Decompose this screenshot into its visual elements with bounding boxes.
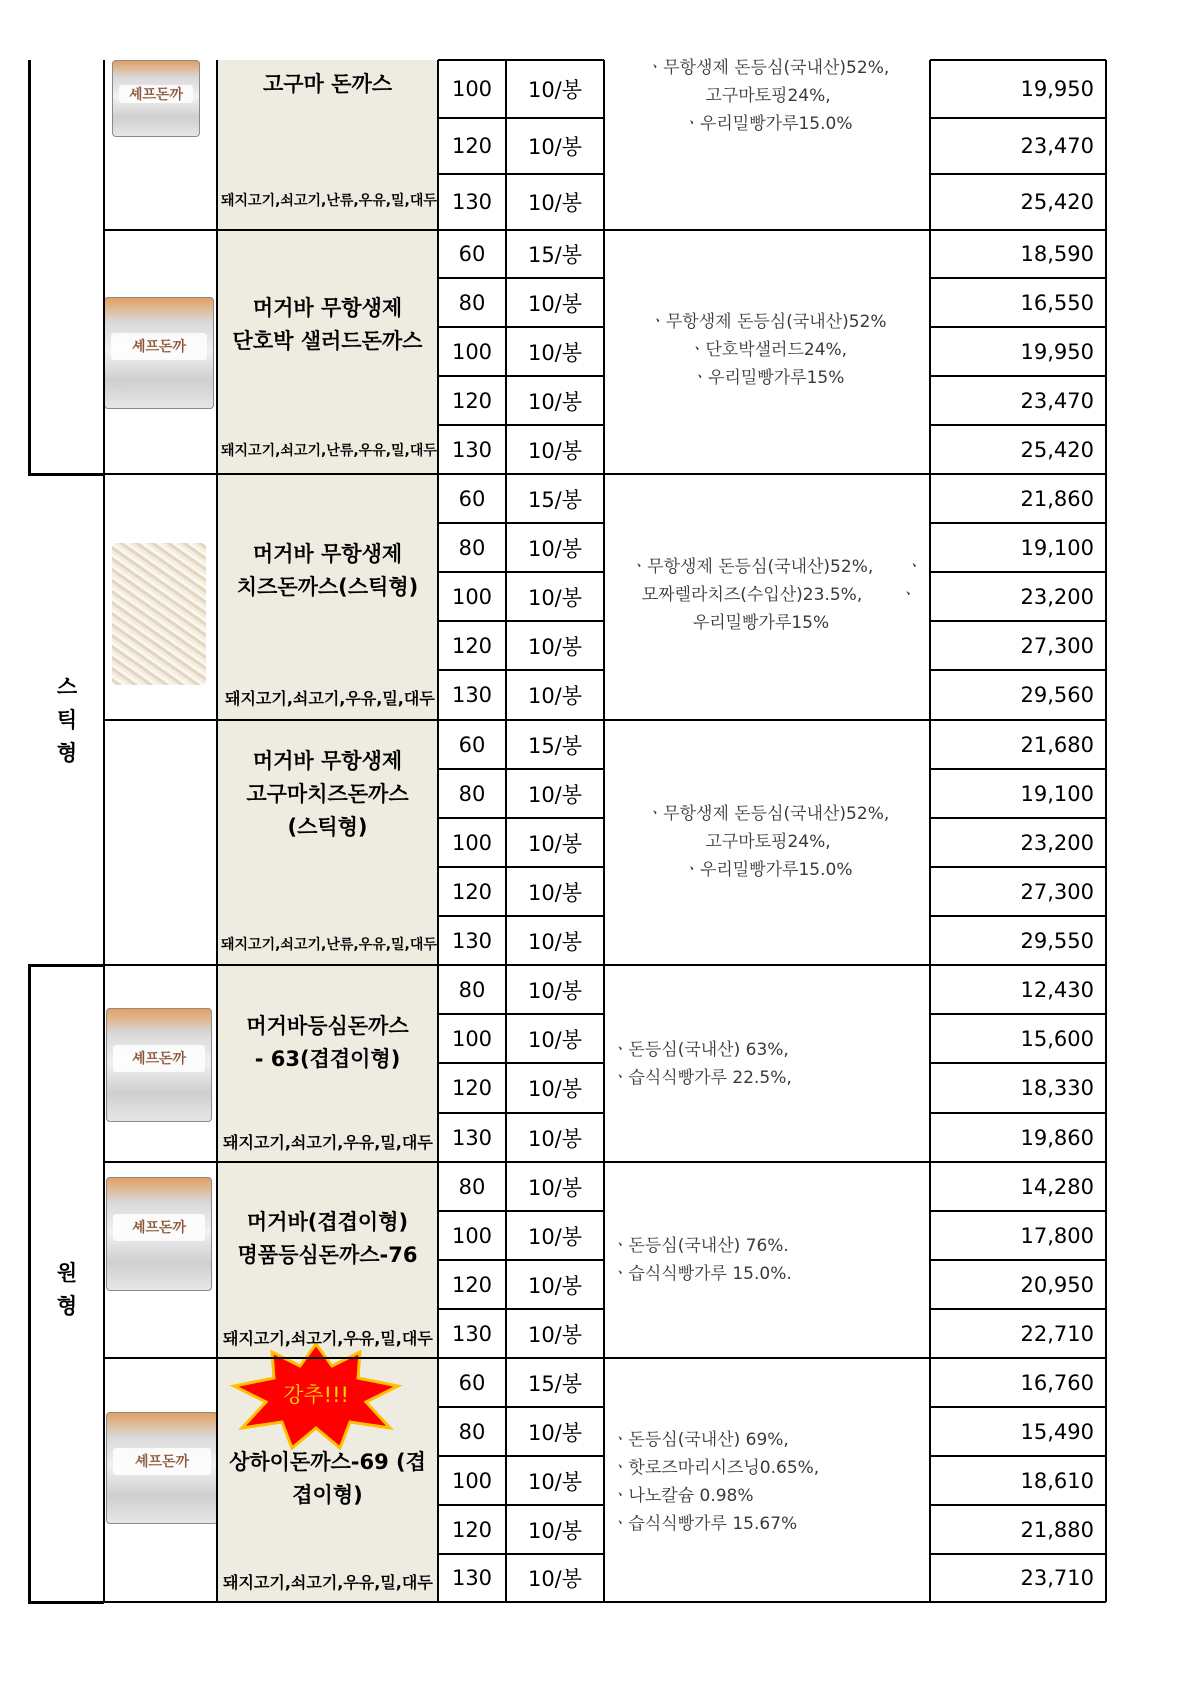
ingredient-line: 고구마토핑24%, [705,832,831,852]
ingredient-line: ㆍ우리밀빵가루15% [691,368,845,388]
price-cell: 27,300 [1020,879,1094,904]
category-char: 원 [56,1261,78,1285]
grid-hline [438,473,604,475]
grid-hline [28,964,104,967]
grid-hline [930,669,1106,671]
pack-cell: 10/봉 [527,1469,583,1494]
grid-hline [438,1210,604,1212]
pack-cell: 10/봉 [527,1027,583,1052]
category-char: 형 [56,1294,78,1318]
ingredient-line: 고구마토핑24%, [705,86,831,106]
pack-cell: 10/봉 [527,291,583,316]
ingredient-line: ㆍ습식식빵가루 15.0%. [612,1264,792,1284]
pack-cell: 15/봉 [527,243,583,267]
grid-hline [930,768,1106,770]
price-cell: 19,950 [1020,339,1094,364]
weight-cell: 60 [458,242,486,266]
ingredients [606,800,930,884]
grid-hline [930,1308,1106,1310]
grid-hline [930,1504,1106,1506]
grid-hline [930,620,1106,622]
pack-cell: 10/봉 [527,1077,583,1101]
product-name [217,742,438,846]
pack-cell: 10/봉 [527,831,583,856]
grid-hline [930,173,1106,175]
weight-cell: 120 [451,633,493,658]
product-name-line: 단호박 샐러드돈까스 [232,329,423,353]
grid-hline [438,424,604,426]
pack-cell: 10/봉 [527,340,583,365]
category-char: 형 [56,740,78,765]
weight-cell: 100 [451,1026,493,1051]
weight-cell: 80 [458,1174,486,1199]
weight-cell: 100 [451,584,493,609]
pack-cell: 15/봉 [527,1371,583,1396]
pack-cell: 15/봉 [527,733,583,758]
grid-hline [930,964,1106,966]
package-logo: 셰프돈까 [111,333,207,359]
pack-cell: 10/봉 [527,1420,583,1445]
weight-cell: 130 [451,928,493,953]
grid-hline [930,866,1106,868]
product-image [112,60,200,137]
weight-cell: 80 [458,781,486,806]
allergen-text: 돼지고기,쇠고기,우유,밀,대두 [225,689,435,708]
product-name-line: 머거바 무항생제 [252,542,403,566]
price-cell: 21,860 [1020,486,1094,511]
grid-hline [438,173,604,175]
grid-hline [930,326,1106,328]
grid-hline [438,1161,604,1163]
grid-hline [930,59,1106,61]
grid-vline [1105,60,1107,1602]
grid-hline [930,1357,1106,1359]
ingredient-mark: ㆍ [906,557,923,577]
grid-hline [438,719,604,721]
grid-hline [438,1504,604,1506]
grid-hline [930,1553,1106,1555]
price-cell: 12,430 [1020,977,1094,1002]
allergen-text: 돼지고기,쇠고기,난류,우유,밀,대두 [221,193,437,209]
grid-hline [438,571,604,573]
product-name [217,64,438,104]
pack-cell: 10/봉 [527,585,583,610]
price-cell: 25,420 [1020,190,1094,214]
grid-hline [438,1259,604,1261]
product-image [106,1412,218,1524]
product-name [217,1444,438,1514]
allergen-text: 돼지고기,쇠고기,우유,밀,대두 [223,1133,433,1152]
allergen-text: 돼지고기,쇠고기,난류,우유,밀,대두 [221,937,437,953]
grid-vline [603,60,605,1602]
recommend-badge-label: 강추!!! [283,1383,349,1407]
ingredient-line: ㆍ돈등심(국내산) 63%, [612,1040,789,1060]
ingredient-line: ㆍ무항생제 돈등심(국내산)52% [649,312,887,332]
price-cell: 19,100 [1020,781,1094,806]
grid-hline [438,1308,604,1310]
grid-hline [930,1259,1106,1261]
ingredient-mark: ㆍ [900,585,917,605]
grid-hline [438,522,604,524]
grid-hline [930,817,1106,819]
weight-cell: 80 [458,290,486,315]
grid-hline [930,915,1106,917]
product-name-line: 명품등심돈까스-76 [237,1243,418,1267]
grid-hline [438,117,604,119]
ingredient-line: ㆍ무항생제 돈등심(국내산)52%, [646,804,890,824]
price-cell: 23,470 [1020,388,1094,413]
weight-cell: 120 [451,1076,493,1100]
ingredients [612,1426,922,1538]
ingredient-line: ㆍ단호박샐러드24%, [688,340,848,360]
grid-hline [438,1013,604,1015]
price-cell: 22,710 [1020,1321,1094,1346]
pack-cell: 10/봉 [527,1518,583,1543]
pack-cell: 10/봉 [527,1175,583,1200]
pack-cell: 10/봉 [527,135,583,159]
product-name-line: 겹이형) [292,1483,363,1507]
ingredient-line: 우리밀빵가루15% [692,613,830,633]
price-cell: 23,200 [1020,830,1094,855]
price-cell: 25,420 [1020,437,1094,462]
pack-cell: 10/봉 [527,782,583,807]
grid-hline [930,1062,1106,1064]
grid-hline [930,1455,1106,1457]
weight-cell: 100 [451,77,493,101]
grid-hline [930,571,1106,573]
grid-vline [28,60,31,474]
price-cell: 16,550 [1020,290,1094,315]
ingredient-line: ㆍ돈등심(국내산) 69%, [612,1430,789,1450]
category-label-round [30,1250,104,1330]
weight-cell: 130 [451,190,493,214]
product-name-line: 고구마 돈까스 [262,71,393,96]
grid-hline [28,473,104,476]
allergen-text: 돼지고기,쇠고기,우유,밀,대두 [223,1329,433,1348]
grid-hline [438,277,604,279]
category-char: 스 [56,674,78,699]
product-image [106,1008,212,1122]
pack-cell: 10/봉 [527,1322,583,1347]
price-cell: 23,470 [1020,134,1094,158]
category-char: 틱 [56,707,78,732]
price-cell: 18,330 [1020,1076,1094,1100]
ingredients [612,1036,922,1092]
grid-hline [438,669,604,671]
ingredient-line: ㆍ무항생제 돈등심(국내산)52%, [630,557,874,577]
grid-hline [438,1062,604,1064]
grid-hline [930,1210,1106,1212]
grid-hline [438,817,604,819]
ingredient-line: ㆍ우리밀빵가루15.0% [683,860,853,880]
product-name-line: - 63(겹겹이형) [254,1047,401,1071]
weight-cell: 130 [451,1566,493,1590]
price-cell: 29,550 [1020,928,1094,953]
ingredient-line: ㆍ우리밀빵가루15.0% [683,114,853,134]
allergen-text: 돼지고기,쇠고기,우유,밀,대두 [223,1573,433,1592]
pack-cell: 10/봉 [527,684,583,708]
grid-hline [930,1406,1106,1408]
weight-cell: 120 [451,1517,493,1542]
ingredient-line: ㆍ무항생제 돈등심(국내산)52%, [646,58,890,78]
weight-cell: 100 [451,1468,493,1493]
price-cell: 15,600 [1020,1026,1094,1051]
package-logo: 셰프돈까 [113,1045,205,1072]
weight-cell: 80 [458,1419,486,1444]
weight-cell: 100 [451,830,493,855]
grid-hline [930,229,1106,231]
pack-cell: 10/봉 [527,438,583,463]
grid-hline [438,964,604,966]
grid-hline [930,117,1106,119]
weight-cell: 130 [451,437,493,462]
grid-hline [438,1406,604,1408]
product-name [217,1204,438,1274]
ingredient-line: ㆍ핫로즈마리시즈닝0.65%, [612,1458,820,1478]
grid-hline [930,375,1106,377]
price-cell: 27,300 [1020,633,1094,658]
package-logo: 셰프돈까 [119,85,193,103]
product-name-line: 상하이돈까스-69 (겹 [229,1450,426,1474]
ingredient-line: ㆍ돈등심(국내산) 76%. [612,1236,789,1256]
ingredient-line: ㆍ나노칼슘 0.98% [612,1486,754,1506]
product-name-line: 고구마치즈돈까스 [246,781,409,806]
weight-cell: 60 [458,486,486,511]
grid-vline [505,60,507,1602]
pack-cell: 10/봉 [527,1567,583,1591]
grid-hline [930,1112,1106,1114]
product-name-line: 머거바 무항생제 [252,748,403,773]
grid-hline [438,1357,604,1359]
grid-hline [930,1161,1106,1163]
grid-vline [929,60,931,1602]
weight-cell: 100 [451,339,493,364]
pack-cell: 10/봉 [527,880,583,905]
grid-hline [438,59,604,61]
grid-hline [28,1601,104,1604]
grid-hline [930,424,1106,426]
grid-hline [438,620,604,622]
grid-hline [438,375,604,377]
grid-hline [930,473,1106,475]
weight-cell: 60 [458,732,486,757]
grid-hline [930,277,1106,279]
pack-cell: 10/봉 [527,1224,583,1249]
grid-hline [930,522,1106,524]
price-cell: 21,680 [1020,732,1094,757]
price-cell: 16,760 [1020,1370,1094,1395]
pack-cell: 10/봉 [527,978,583,1003]
price-cell: 19,100 [1020,535,1094,560]
pack-cell: 10/봉 [527,929,583,954]
price-cell: 19,860 [1020,1125,1094,1150]
ingredients [612,1232,922,1288]
ingredient-line: ㆍ습식식빵가루 15.67% [612,1514,798,1534]
ingredients [606,308,930,392]
pack-cell: 10/봉 [527,634,583,659]
package-logo: 셰프돈까 [113,1448,211,1474]
ingredients [606,54,930,138]
grid-hline [438,1553,604,1555]
product-name-line: 머거바 무항생제 [252,296,403,320]
grid-hline [438,768,604,770]
price-cell: 20,950 [1020,1272,1094,1297]
product-image [112,543,206,685]
grid-hline [930,719,1106,721]
product-name-line: 머거바등심돈까스 [246,1014,409,1038]
product-name [217,536,438,606]
weight-cell: 120 [451,388,493,413]
grid-hline [438,1112,604,1114]
package-logo: 셰프돈까 [113,1214,205,1241]
grid-vline [216,60,218,1602]
price-cell: 19,950 [1020,77,1094,101]
ingredient-line: ㆍ습식식빵가루 22.5%, [612,1068,792,1088]
weight-cell: 120 [451,1272,493,1297]
product-image [106,1177,212,1291]
grid-vline [437,60,439,1602]
price-cell: 18,590 [1020,242,1094,266]
grid-hline [438,866,604,868]
weight-cell: 60 [458,1370,486,1395]
grid-hline [104,1601,1106,1603]
product-name-line: 치즈돈까스(스틱형) [236,575,419,599]
pack-cell: 10/봉 [527,389,583,414]
product-name-line: 머거바(겹겹이형) [246,1210,409,1234]
price-cell: 23,200 [1020,584,1094,609]
price-cell: 15,490 [1020,1419,1094,1444]
grid-vline [103,60,105,1602]
grid-hline [438,229,604,231]
weight-cell: 80 [458,535,486,560]
ingredient-line: 모짜렐라치즈(수입산)23.5%, [641,585,863,605]
grid-hline [930,1013,1106,1015]
price-cell: 18,610 [1020,1468,1094,1493]
weight-cell: 130 [451,683,493,707]
product-image [104,297,214,409]
product-name [217,1008,438,1078]
pack-cell: 15/봉 [527,487,583,512]
price-cell: 14,280 [1020,1174,1094,1199]
weight-cell: 130 [451,1125,493,1150]
pack-cell: 10/봉 [527,1126,583,1151]
product-name [217,290,438,360]
price-cell: 29,560 [1020,683,1094,707]
pack-cell: 10/봉 [527,536,583,561]
category-label-stick [30,664,104,776]
allergen-text: 돼지고기,쇠고기,난류,우유,밀,대두 [221,443,437,459]
weight-cell: 100 [451,1223,493,1248]
grid-hline [438,1455,604,1457]
weight-cell: 120 [451,879,493,904]
pack-cell: 10/봉 [527,78,583,102]
grid-hline [438,326,604,328]
weight-cell: 120 [451,134,493,158]
weight-cell: 130 [451,1321,493,1346]
price-cell: 23,710 [1020,1566,1094,1590]
pack-cell: 10/봉 [527,1273,583,1298]
weight-cell: 80 [458,977,486,1002]
product-name-line: (스틱형) [287,814,368,839]
pack-cell: 10/봉 [527,191,583,215]
price-cell: 21,880 [1020,1517,1094,1542]
price-cell: 17,800 [1020,1223,1094,1248]
ingredients [606,553,898,637]
grid-hline [438,915,604,917]
grid-vline [28,965,31,1602]
